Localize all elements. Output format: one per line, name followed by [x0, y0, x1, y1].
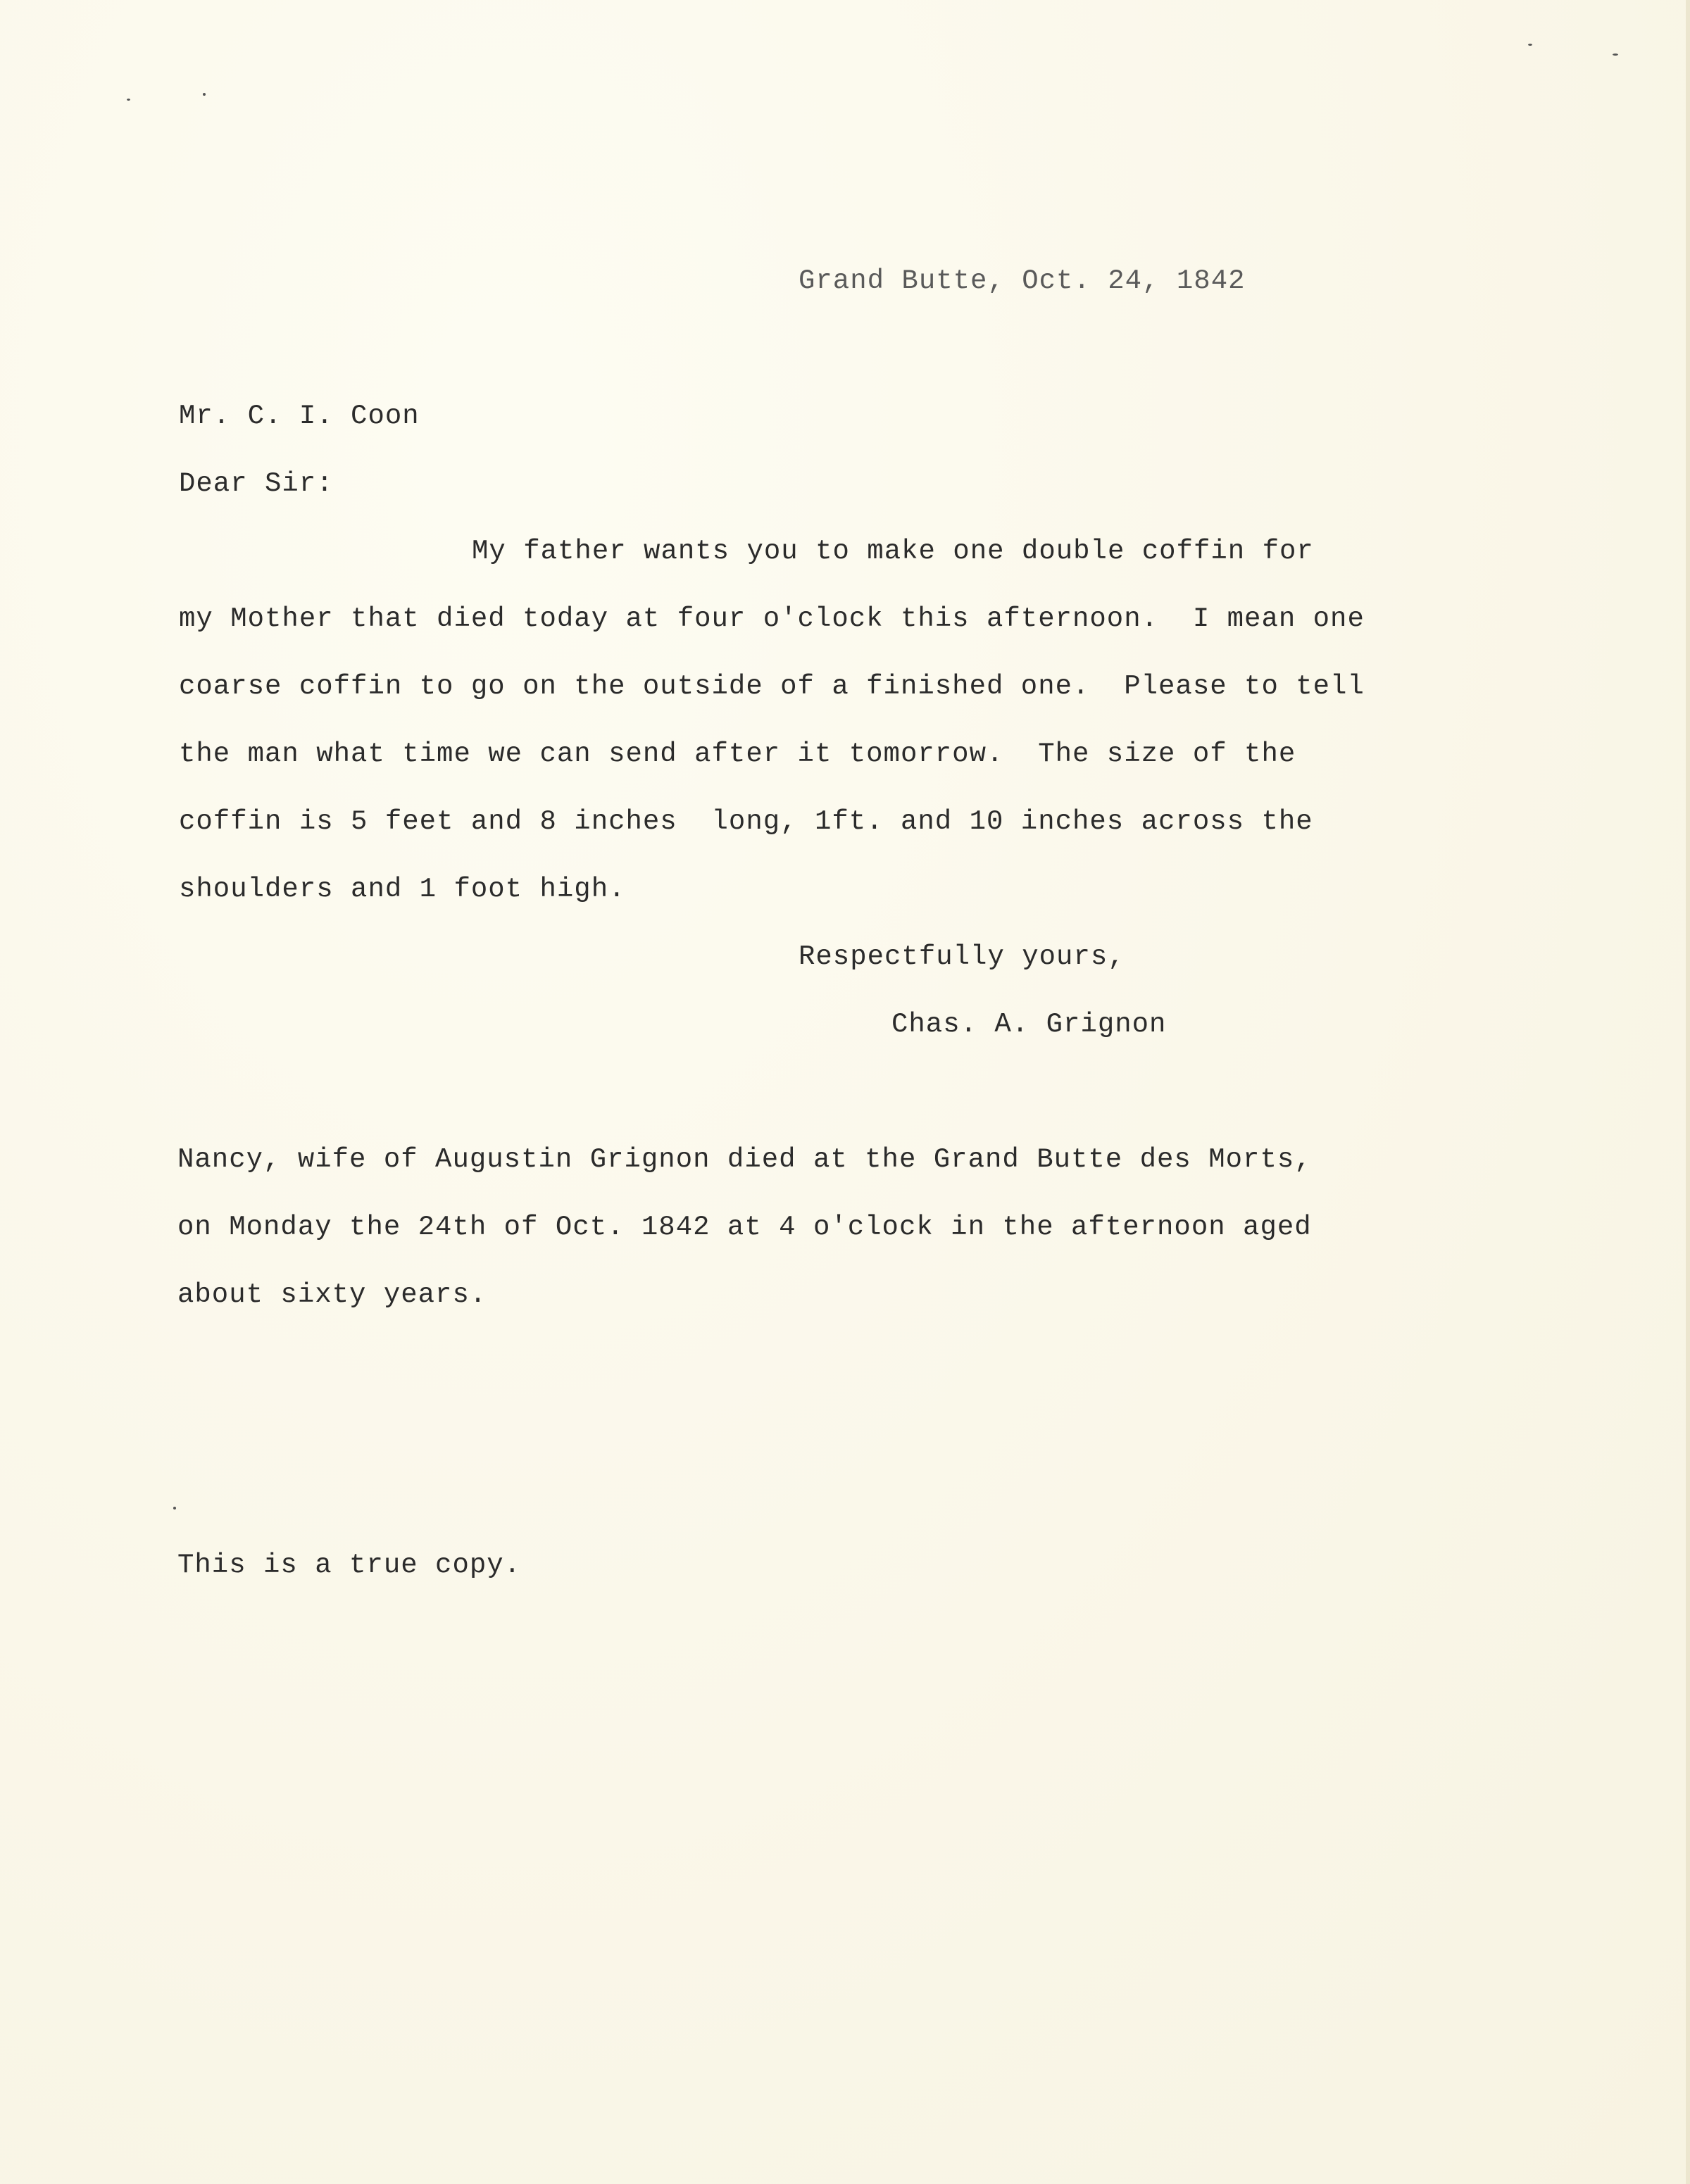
death-note-line: on Monday the 24th of Oct. 1842 at 4 o'clock in the afternoon aged: [177, 1212, 1312, 1243]
letter-signature: Chas. A. Grignon: [891, 1009, 1167, 1040]
letter-body-line: My father wants you to make one double coffin for: [472, 536, 1314, 567]
letter-body-line: coffin is 5 feet and 8 inches long, 1ft. and 10 inches across the: [179, 806, 1313, 837]
paper-speck: [173, 1507, 176, 1510]
paper-speck: [1528, 44, 1532, 46]
paper-speck: [203, 93, 206, 96]
letter-body-line: shoulders and 1 foot high.: [179, 874, 626, 905]
letter-body-line: my Mother that died today at four o'clock this afternoon. I mean one: [179, 603, 1365, 634]
letter-dateline: Grand Butte, Oct. 24, 1842: [799, 265, 1246, 296]
paper-speck: [1613, 54, 1618, 56]
true-copy-certification: This is a true copy.: [177, 1550, 522, 1581]
letter-body-line: the man what time we can send after it tomorrow. The size of the: [179, 739, 1296, 770]
letter-addressee: Mr. C. I. Coon: [179, 401, 420, 432]
letter-closing: Respectfully yours,: [799, 941, 1125, 972]
death-note-line: about sixty years.: [177, 1279, 487, 1310]
letter-salutation: Dear Sir:: [179, 468, 334, 499]
death-note-line: Nancy, wife of Augustin Grignon died at the Grand Butte des Morts,: [177, 1144, 1312, 1175]
paper-speck: [127, 99, 130, 101]
letter-body-line: coarse coffin to go on the outside of a finished one. Please to tell: [179, 671, 1365, 702]
